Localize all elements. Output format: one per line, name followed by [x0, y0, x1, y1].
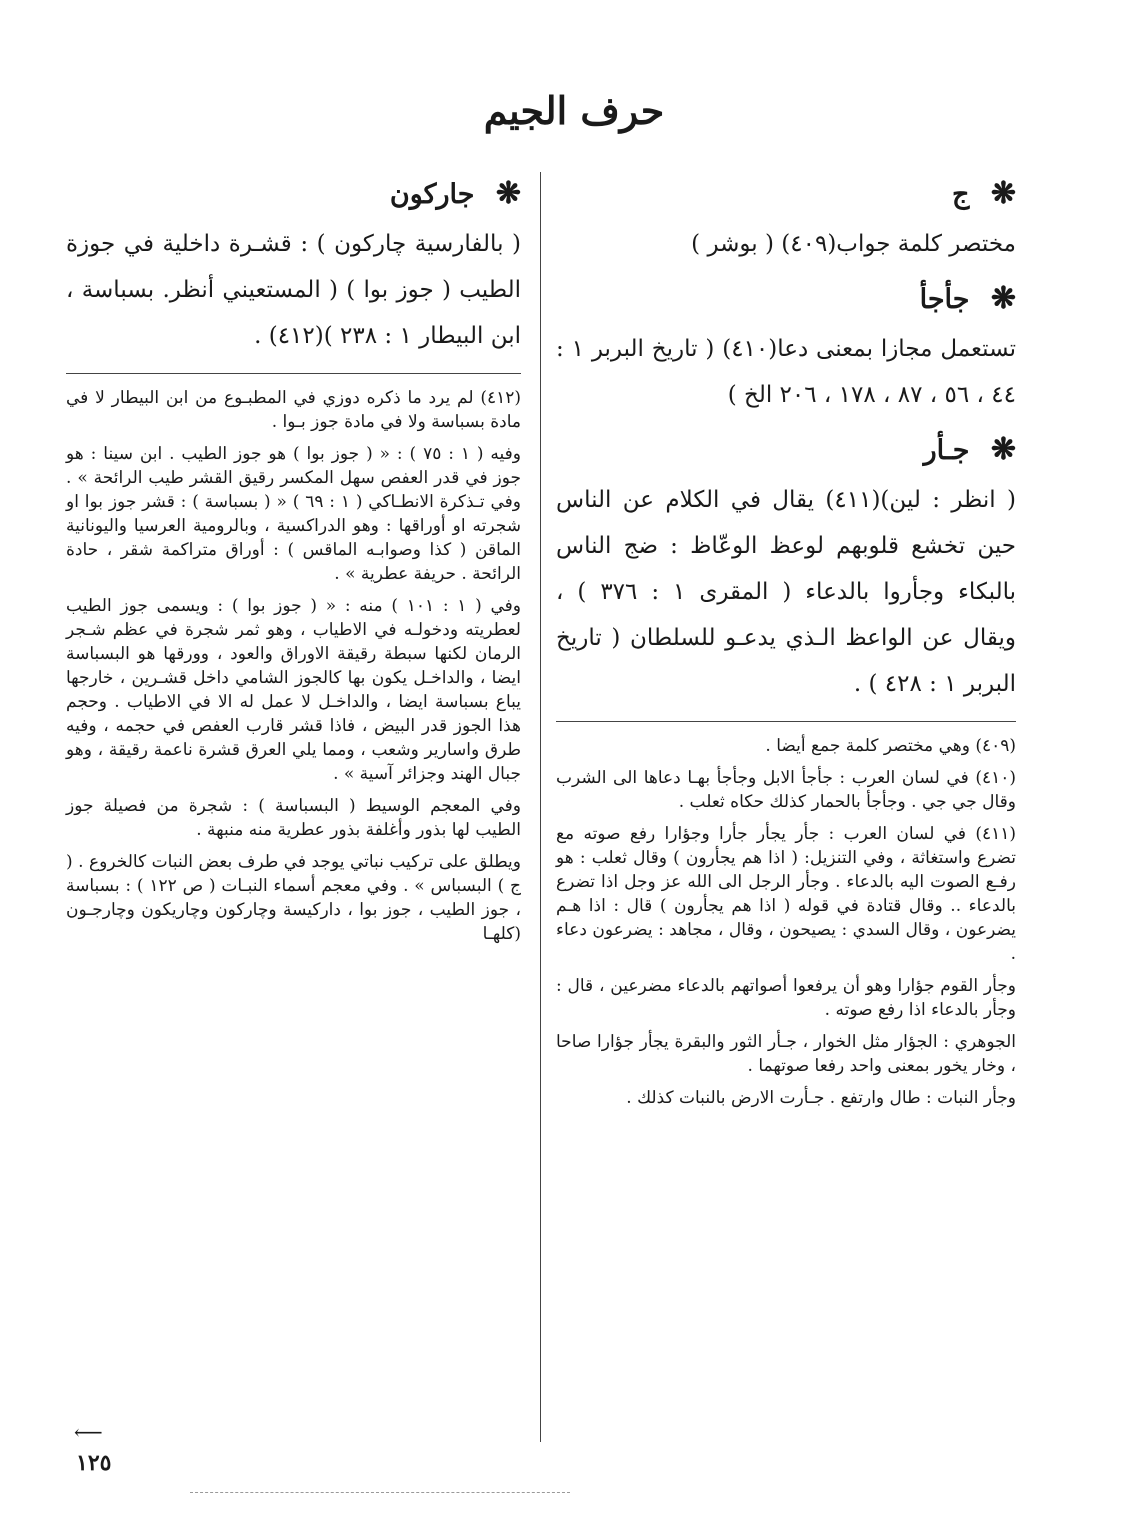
entry-headword: جـأر — [923, 435, 970, 466]
entry — [66, 176, 521, 359]
footnote: وفي ( ١ : ١٠١ ) منه : « ( جوز بوا ) : ويسمى جوز الطيب لعطريته ودخولـه في الاطياب ، وهو ثمر شجرة في عظم شـجر الرمان لكنها سبطة رقيقة الاوراق والعود ، وورقها هو البسباسة ايضا ، والداخـل يكون بها كالجوز الشامي داخل قشـرين ، خارجها يباع بسباسة ايضا ، والداخـل لا عمل له الا في الاطياب . وحجم هذا الجوز قدر البيض ، فاذا قشر قارب العفص في حجمه ، وفيه طرق واسارير وشعب ، ومما يلي العرق قشرة ناعمة رقيقة ، وهو جبال الهند وجزائر آسية » . — [66, 596, 521, 784]
footnote: (٤٠٩) وهي مختصر كلمة جمع أيضا . — [765, 736, 1016, 756]
left-column — [66, 170, 521, 960]
entry — [556, 432, 1016, 707]
footnote: ويطلق على تركيب نباتي يوجد في طرف بعض النبات كالخروع . ( ج ) البسباس » . وفي معجم أسماء النبـات ( ص ١٢٢ ) : بسباسة ، جوز الطيب ، جوز بوا ، داركيسة وچاركون وچاريكون وچارجـون (كلهـا — [66, 852, 521, 944]
star-icon: ❋ — [990, 281, 1016, 316]
bottom-rule — [190, 1492, 570, 1493]
page-number: ١٢٥ — [76, 1450, 112, 1476]
star-icon: ❋ — [495, 176, 521, 211]
star-icon: ❋ — [990, 176, 1016, 211]
continue-arrow-icon: ⟵ — [74, 1420, 103, 1444]
footnote: وجأر القوم جؤارا وهو أن يرفعوا أصواتهم بالدعاء مضرعين ، قال : وجأر بالدعاء اذا رفع صوته . — [556, 976, 1016, 1020]
entry — [556, 281, 1016, 418]
right-column — [556, 170, 1016, 1124]
page-title: حرف الجيم — [483, 88, 665, 133]
footnote: وفي المعجم الوسيط ( البسباسة ) : شجرة من فصيلة جوز الطيب لها بذور وأغلفة بذور عطرية منه منبهة . — [66, 796, 521, 840]
footnotes — [66, 386, 521, 946]
entry-headword: جأجأ — [919, 284, 970, 315]
footnote: (٤١١) في لسان العرب : جأر يجأر جأرا وجؤارا رفع صوته مع تضرع واستغاثة ، وفي التنزيل: ( اذا هم يجأرون ) وقال ثعلب : هو رفـع الصوت اليه بالدعاء . وجأر الرجل الى الله عز وجل اذا تضرع بالدعاء .. وقال قتادة في قوله ( اذا هم يجأرون ) قال : اذا هـم يضرعون ، وقال السدي : يصيحون ، وقال ، مجاهد : يضرعون دعاء . — [556, 824, 1016, 964]
entry — [556, 176, 1016, 267]
entry-text: ( انظر : لين)(٤١١) يقال في الكلام عن الناس حين تخشع قلوبهم لوعظ الوعّاظ : ضج الناس بالبكاء وجأروا بالدعاء ( المقرى ١ : ٣٧٦ ) ، ويقال عن الواعظ الـذي يدعـو للسلطان ( تاريخ البربر ١ : ٤٢٨ ) . — [556, 487, 1016, 697]
footnote-rule — [556, 721, 1016, 722]
footnote: وفيه ( ١ : ٧٥ ) : « ( جوز بوا ) هو جوز الطيب . ابن سينا : هو جوز في قدر العفص سهل المكسر رقيق القشر طيب الرائحة » . وفي تـذكرة الانطـاكي ( ١ : ٦٩ ) « ( بسباسة ) : قشر جوز بوا او شجرته او أوراقها : وهو الدراكسية ، وبالرومية العرسيا واليونانية الماقن ( كذا وصوابـه الماقس ) : أوراق متراكمة شقر ، حادة الرائحة . حريفة عطرية » . — [66, 444, 521, 584]
footnote: (٤١٢) لم يرد ما ذكره دوزي في المطبـوع من ابن البيطار لا في مادة بسباسة ولا في مادة جوز بـوا . — [66, 388, 521, 432]
entry-headword: ج — [952, 179, 970, 210]
footnote: (٤١٠) في لسان العرب : جأجأ الابل وجأجأ بهـا دعاها الى الشرب وقال جي جي . وجأجأ بالحمار كذلك حكاه ثعلب . — [556, 768, 1016, 812]
star-icon: ❋ — [990, 432, 1016, 467]
entry-text: ( بالفارسية چاركون ) : قشـرة داخلية في جوزة الطيب ( جوز بوا ) ( المستعيني أنظر. بسباسة ، ابن البيطار ١ : ٢٣٨ )(٤١٢) . — [66, 231, 521, 349]
column-divider — [540, 172, 541, 1442]
entry-headword: جاركون — [389, 179, 475, 210]
entry-text: مختصر كلمة جواب(٤٠٩) ( بوشر ) — [691, 231, 1016, 257]
footnote: وجأر النبات : طال وارتفع . جـأرت الارض بالنبات كذلك . — [626, 1088, 1016, 1108]
entry-text: تستعمل مجازا بمعنى دعا(٤١٠) ( تاريخ البربر ١ : ٤٤ ، ٥٦ ، ٨٧ ، ١٧٨ ، ٢٠٦ الخ ) — [556, 336, 1017, 408]
footnote: الجوهري : الجؤار مثل الخوار ، جـأر الثور والبقرة يجأر جؤارا صاحا ، وخار يخور بمعنى واحد رفعا صوتهما . — [556, 1032, 1016, 1076]
footnotes — [556, 734, 1016, 1110]
footnote-rule — [66, 373, 521, 374]
